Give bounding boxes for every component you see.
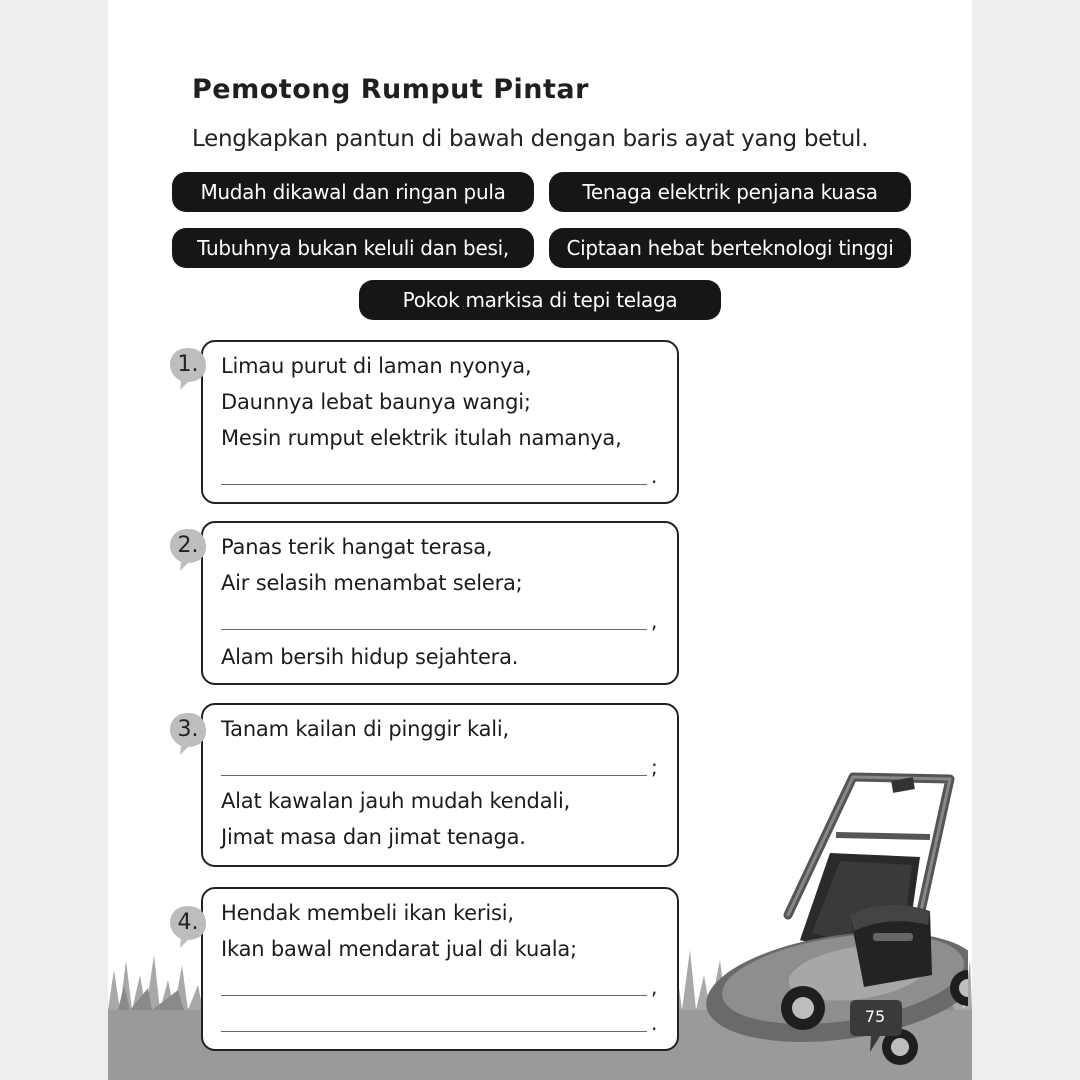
pantun-number: 4. bbox=[177, 910, 199, 935]
pantun-box-1 bbox=[201, 340, 679, 504]
number-bubble-3 bbox=[170, 711, 210, 755]
number-bubble-4 bbox=[170, 904, 210, 948]
answer-blank-4a[interactable] bbox=[221, 995, 647, 996]
pantun-3-line-1: Tanam kailan di pinggir kali, bbox=[221, 717, 510, 741]
option-pill-5[interactable]: Pokok markisa di tepi telaga bbox=[359, 280, 721, 320]
pantun-3-line-3: Alat kawalan jauh mudah kendali, bbox=[221, 789, 571, 813]
pantun-3-line-4: Jimat masa dan jimat tenaga. bbox=[221, 825, 526, 849]
pantun-number: 3. bbox=[177, 717, 199, 742]
option-pill-1[interactable]: Mudah dikawal dan ringan pula bbox=[172, 172, 534, 212]
page-title: Pemotong Rumput Pintar bbox=[192, 74, 589, 105]
pantun-1-line-1: Limau purut di laman nyonya, bbox=[221, 354, 532, 378]
pantun-2-line-2: Air selasih menambat selera; bbox=[221, 571, 523, 595]
pantun-number: 2. bbox=[177, 533, 199, 558]
worksheet-page bbox=[108, 0, 972, 1080]
blank-punct: . bbox=[651, 1011, 658, 1035]
answer-blank-1[interactable] bbox=[221, 484, 647, 485]
pantun-2-line-1: Panas terik hangat terasa, bbox=[221, 535, 493, 559]
answer-blank-3[interactable] bbox=[221, 775, 647, 776]
blank-punct: , bbox=[651, 975, 658, 999]
blank-punct: , bbox=[651, 609, 658, 633]
pantun-2-line-4: Alam bersih hidup sejahtera. bbox=[221, 645, 519, 669]
option-pill-4[interactable]: Ciptaan hebat berteknologi tinggi bbox=[549, 228, 911, 268]
pantun-4-line-2: Ikan bawal mendarat jual di kuala; bbox=[221, 937, 577, 961]
pantun-4-line-1: Hendak membeli ikan kerisi, bbox=[221, 901, 514, 925]
pantun-1-line-2: Daunnya lebat baunya wangi; bbox=[221, 390, 531, 414]
lawn-mower-illustration bbox=[668, 765, 968, 1065]
blank-punct: ; bbox=[651, 755, 658, 779]
number-bubble-2 bbox=[170, 527, 210, 571]
option-pill-2[interactable]: Tenaga elektrik penjana kuasa bbox=[549, 172, 911, 212]
pantun-box-4 bbox=[201, 887, 679, 1051]
pantun-number: 1. bbox=[177, 352, 199, 377]
option-pill-3[interactable]: Tubuhnya bukan keluli dan besi, bbox=[172, 228, 534, 268]
answer-blank-4b[interactable] bbox=[221, 1031, 647, 1032]
number-bubble-1 bbox=[170, 346, 210, 390]
pantun-1-line-3: Mesin rumput elektrik itulah namanya, bbox=[221, 426, 622, 450]
instruction-text: Lengkapkan pantun di bawah dengan baris ayat yang betul. bbox=[192, 126, 869, 152]
answer-blank-2[interactable] bbox=[221, 629, 647, 630]
page-number: 75 bbox=[864, 1007, 886, 1026]
page-number-badge bbox=[848, 998, 906, 1056]
pantun-box-3 bbox=[201, 703, 679, 867]
blank-punct: . bbox=[651, 464, 658, 488]
pantun-box-2 bbox=[201, 521, 679, 685]
